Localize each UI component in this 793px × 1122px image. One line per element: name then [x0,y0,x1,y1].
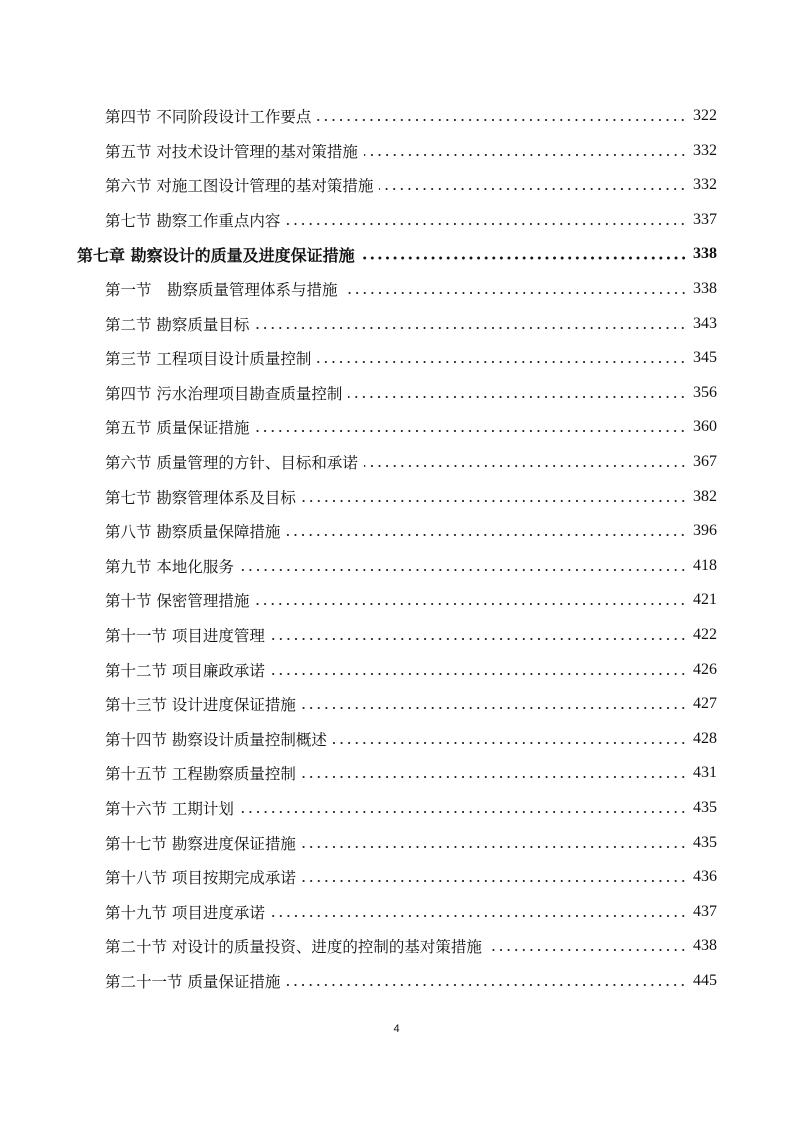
toc-section-entry[interactable] [105,964,717,998]
toc-entry-title: 第六节 对施工图设计管理的基对策措施 [105,177,374,196]
toc-entry-page: 445 [693,972,717,989]
toc-section-entry[interactable] [105,791,717,825]
toc-entry-page: 421 [693,591,717,609]
toc-entry-title: 第二十节 对设计的质量投资、进度的控制的基对策措施 [105,938,482,957]
toc-entry-page: 431 [693,764,717,782]
toc-entry-page: 337 [693,210,717,228]
toc-section-entry[interactable] [105,860,717,894]
dot-leader [364,153,687,157]
toc-section-entry[interactable] [105,134,717,168]
toc-entry-page: 343 [693,314,717,332]
toc-entry-page: 345 [693,349,717,367]
dot-leader [255,429,687,433]
toc-section-entry[interactable] [105,445,717,479]
dot-leader [255,326,687,330]
dot-leader [302,706,687,710]
toc-section-entry[interactable] [105,514,717,548]
dot-leader [344,291,687,295]
toc-entry-title: 第十一节 项目进度管理 [105,627,265,645]
toc-section-entry[interactable] [105,722,717,756]
toc-entry-page: 360 [693,418,717,436]
toc-section-entry[interactable] [105,756,717,790]
toc-entry-page: 427 [693,695,717,713]
toc-entry-page: 428 [693,729,717,747]
dot-leader [348,395,687,399]
toc-entry-title: 第十八节 项目按期完成承诺 [105,869,296,888]
toc-section-entry[interactable] [105,687,717,721]
toc-entry-title: 第五节 对技术设计管理的基对策措施 [105,142,358,161]
dot-leader [286,222,687,226]
dot-leader [364,464,687,468]
toc-section-entry[interactable] [105,549,717,583]
toc-entry-page: 367 [693,453,717,470]
toc-entry-title: 第七节 勘察管理体系及目标 [105,488,296,507]
toc-entry-page: 338 [693,280,717,297]
dot-leader [302,775,687,779]
toc-entry-page: 418 [693,556,717,574]
dot-leader [271,914,687,918]
toc-section-entry[interactable] [105,826,717,860]
toc-section-entry[interactable] [105,410,717,444]
toc-entry-title: 第五节 质量保证措施 [105,419,250,438]
toc-entry-page: 356 [693,383,717,401]
toc-section-entry[interactable] [105,618,717,652]
toc-entry-page: 382 [693,487,717,505]
dot-leader [302,499,687,503]
toc-entry-title: 第十节 保密管理措施 [105,592,250,611]
toc-section-entry[interactable] [105,895,717,929]
toc-entry-page: 322 [693,107,717,124]
toc-chapter-entry[interactable] [77,237,717,271]
dot-leader [255,602,687,606]
toc-entry-title: 第十七节 勘察进度保证措施 [105,834,296,853]
toc-entry-title: 第二节 勘察质量目标 [105,315,250,334]
toc-section-entry[interactable] [105,341,717,375]
toc-entry-page: 396 [693,522,717,540]
toc-section-entry[interactable] [105,480,717,514]
toc-entry-title: 第一节 勘察质量管理体系与措施 [105,281,338,299]
toc-entry-page: 422 [693,626,717,643]
dot-leader [302,879,687,883]
toc-entry-title: 第二十一节 质量保证措施 [105,973,281,991]
dot-leader [286,983,687,987]
dot-leader [271,672,687,676]
toc-entry-title: 第十五节 工程勘察质量控制 [105,765,296,784]
dot-leader [302,845,687,849]
toc-entry-page: 332 [693,176,717,194]
toc-entry-page: 437 [693,902,717,920]
page-number: 4 [393,1023,400,1035]
dot-leader [271,637,687,641]
toc-section-entry[interactable] [105,376,717,410]
toc-entry-page: 435 [693,799,717,816]
toc-section-entry[interactable] [105,307,717,341]
toc-section-entry[interactable] [105,653,717,687]
toc-section-entry[interactable] [105,203,717,237]
toc-entry-title: 第八节 勘察质量保障措施 [105,523,281,542]
toc-section-entry[interactable] [105,272,717,306]
toc-entry-page: 338 [693,245,717,263]
toc-entry-title: 第十三节 设计进度保证措施 [105,696,296,715]
toc-entry-page: 332 [693,141,717,159]
toc-entry-page: 436 [693,868,717,886]
toc-entry-title: 第九节 本地化服务 [105,557,234,576]
toc-entry-title: 第十九节 项目进度承诺 [105,903,265,922]
toc-entry-title: 第七节 勘察工作重点内容 [105,211,281,230]
dot-leader [317,118,687,122]
dot-leader [333,741,687,745]
toc-entry-title: 第七章 勘察设计的质量及进度保证措施 [77,245,355,265]
toc-section-entry[interactable] [105,583,717,617]
dot-leader [379,187,687,191]
toc-entry-title: 第四节 不同阶段设计工作要点 [105,108,312,126]
toc-entry-title: 第十六节 工期计划 [105,800,234,818]
toc-entry-page: 426 [693,660,717,678]
toc-entry-title: 第三节 工程项目设计质量控制 [105,350,312,369]
toc-entry-title: 第十四节 勘察设计质量控制概述 [105,730,327,749]
dot-leader [240,810,687,814]
dot-leader [488,948,687,952]
dot-leader [317,360,687,364]
toc-section-entry[interactable] [105,929,717,963]
toc-section-entry[interactable] [105,99,717,133]
toc-entry-page: 438 [693,937,717,955]
toc-entry-page: 435 [693,833,717,851]
dot-leader [240,568,687,572]
toc-entry-title: 第四节 污水治理项目勘查质量控制 [105,384,343,403]
toc-entry-title: 第十二节 项目廉政承诺 [105,661,265,680]
toc-section-entry[interactable] [105,168,717,202]
dot-leader [286,533,687,537]
toc-entry-title: 第六节 质量管理的方针、目标和承诺 [105,454,358,472]
dot-leader [361,256,687,260]
